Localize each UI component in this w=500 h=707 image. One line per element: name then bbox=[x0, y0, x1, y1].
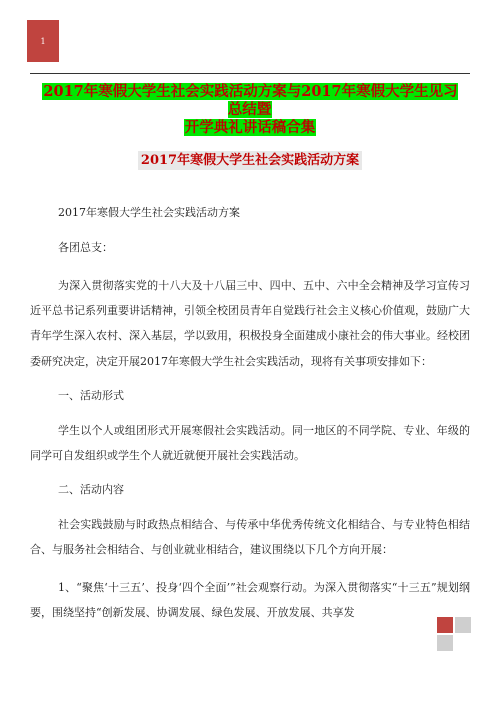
page-number: 1 bbox=[40, 36, 46, 46]
corner-square-gray bbox=[455, 617, 471, 633]
intro-paragraph: 为深入贯彻落实党的十八大及十八届三中、四中、五中、六中全会精神及学习宣传习近平总书记系列重要讲话精神，引领全校团员青年自觉践行社会主义核心价值观，鼓励广大青年学生深入农村、深入基层，学以致用，积极投身全面建成小康社会的伟大事业。经校团委研究决定，决定开展2017年寒假大学生社会实践活动，现将有关事项安排如下： bbox=[30, 279, 470, 368]
section1-heading: 一、活动形式 bbox=[58, 388, 124, 402]
main-title-line1: 2017年寒假大学生社会实践活动方案与2017年寒假大学生见习总结暨 bbox=[43, 83, 458, 118]
main-title-line2: 开学典礼讲话稿合集 bbox=[184, 119, 316, 136]
document-body bbox=[30, 205, 470, 625]
section1-paragraph: 学生以个人或组团形式开展寒假社会实践活动。同一地区的不同学院、专业、年级的同学可自发组织或学生个人就近就便开展社会实践活动。 bbox=[30, 423, 470, 463]
corner-square-red bbox=[437, 617, 453, 633]
section2-paragraph: 社会实践鼓励与时政热点相结合、与传承中华优秀传统文化相结合、与专业特色相结合、与服务社会相结合、与创业就业相结合，建议围绕以下几个方向开展： bbox=[30, 518, 470, 557]
item1-paragraph: 1、“聚焦‘十三五’、投身‘四个全面’”社会观察行动。为深入贯彻落实“十三五”规划纲要，围绕坚持“创新发展、协调发展、绿色发展、开放发展、共享发 bbox=[30, 580, 470, 619]
doc-heading: 2017年寒假大学生社会实践活动方案 bbox=[58, 206, 240, 219]
corner-square-gray bbox=[437, 635, 453, 651]
section-title bbox=[0, 152, 500, 170]
section-title-text: 2017年寒假大学生社会实践活动方案 bbox=[138, 151, 362, 170]
section2-heading: 二、活动内容 bbox=[58, 483, 124, 497]
header-divider bbox=[30, 73, 470, 74]
salutation: 各团总支： bbox=[58, 241, 113, 254]
corner-decoration bbox=[437, 617, 479, 649]
main-title bbox=[38, 83, 462, 137]
page-number-badge bbox=[27, 20, 59, 62]
